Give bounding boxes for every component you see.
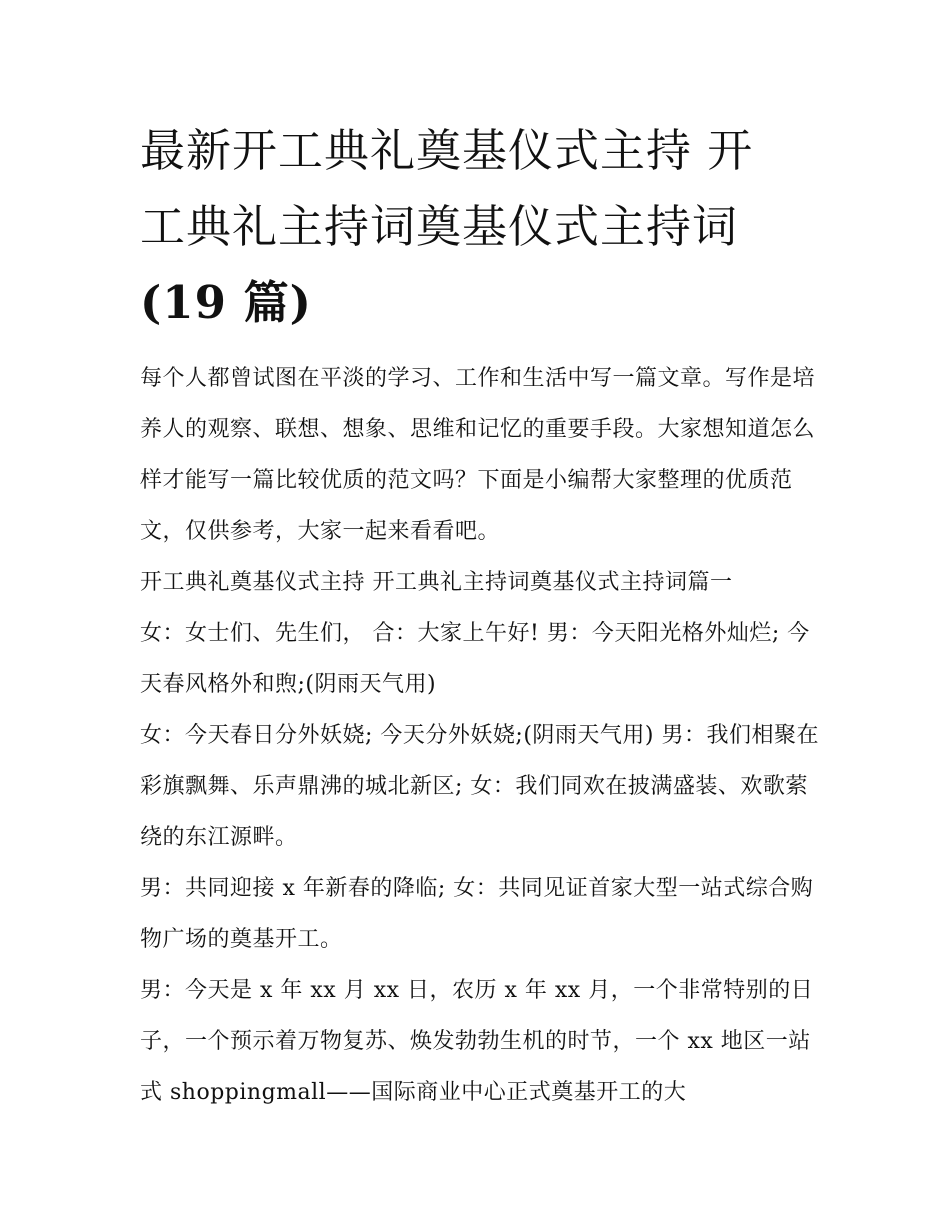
paragraph-intro: 每个人都曾试图在平淡的学习、工作和生活中写一篇文章。写作是培养人的观察、联想、想象、思维和记忆的重要手段。大家想知道怎么样才能写一篇比较优质的范文吗？下面是小编帮大家整理的优质范文，仅供参考，大家一起来看看吧。 — [140, 366, 816, 544]
paragraph-dialogue-4: 男：今天是 x 年 xx 月 xx 日，农历 x 年 xx 月，一个非常特别的日子，一个预示着万物复苏、焕发勃勃生机的时节，一个 xx 地区一站式 shoppingmall——国际商业中心正式奠基开工的大 — [140, 978, 814, 1105]
paragraph-dialogue-1: 女：女士们、先生们， 合：大家上午好! 男：今天阳光格外灿烂; 今天春风格外和煦;(阴雨天气用) — [140, 621, 810, 697]
title-line-3: (19 篇) — [140, 276, 312, 329]
document-title — [140, 113, 820, 341]
paragraph-heading: 开工典礼奠基仪式主持 开工典礼主持词奠基仪式主持词篇一 — [140, 570, 733, 595]
document-body — [140, 353, 820, 1118]
paragraph-dialogue-3: 男：共同迎接 x 年新春的降临; 女：共同见证首家大型一站式综合购物广场的奠基开工。 — [140, 876, 814, 952]
title-line-1: 最新开工典礼奠基仪式主持 开 — [140, 124, 754, 177]
title-line-2: 工典礼主持词奠基仪式主持词 — [140, 200, 739, 253]
paragraph-dialogue-2: 女：今天春日分外妖娆; 今天分外妖娆;(阴雨天气用) 男：我们相聚在彩旗飘舞、乐声鼎沸的城北新区; 女：我们同欢在披满盛装、欢歌萦绕的东江源畔。 — [140, 723, 819, 850]
